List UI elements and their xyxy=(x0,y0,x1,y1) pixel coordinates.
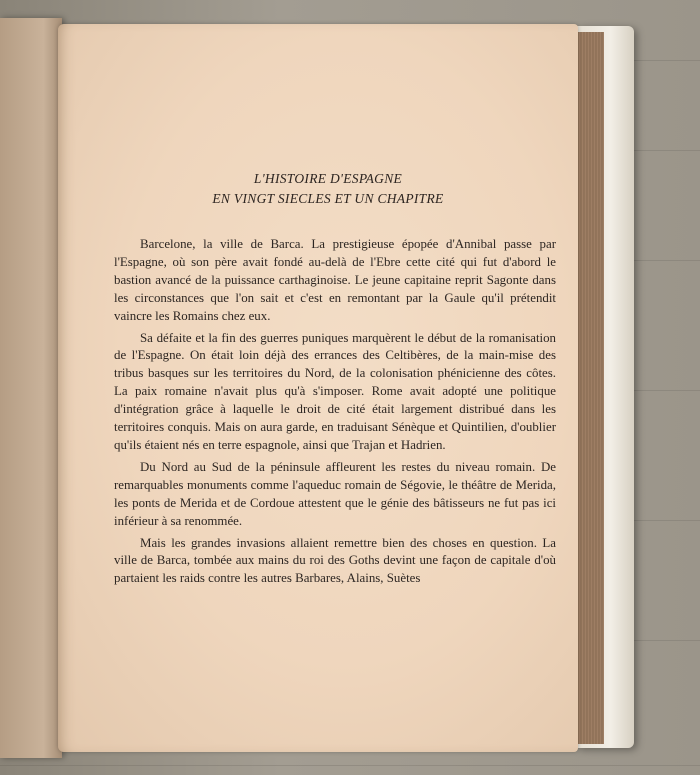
paragraph-4: Mais les grandes invasions allaient remettre bien des choses en question. La ville de Barca, tombée aux mains du roi des Goths devint une façon de capitale d'où partaient les raids contre les autres Barbares, Alains, Suètes xyxy=(114,535,556,586)
chapter-title-line-2: EN VINGT SIECLES ET UN CHAPITRE xyxy=(212,191,444,206)
paragraph-2: Sa défaite et la fin des guerres puniques marquèrent le début de la romanisation de l'Espagne. On était loin déjà des errances des Celtibères, de la main-mise des tribus basques sur les territoires du Nord, de la colonisation phénicienne des côtes. La paix romaine n'avait plus qu'à s'imposer. Rome avait adopté une politique d'intégration grâce à laquelle le droit de cité était largement distribué dans les territoires conquis. Mais on aura garde, en traduisant Sénèque et Quintilien, d'oublier qu'ils étaient nés en terre espagnole, ainsi que Trajan et Hadrien. xyxy=(114,330,556,452)
book-page xyxy=(58,24,578,752)
chapter-title-line-1: L'HISTOIRE D'ESPAGNE xyxy=(253,171,403,186)
chapter-title xyxy=(118,169,538,209)
left-page xyxy=(0,18,62,758)
paragraph-1: Barcelone, la ville de Barca. La prestigieuse épopée d'Annibal passe par l'Espagne, où son père avait fondé au-delà de l'Ebre cette cité qui fut d'abord le bastion avancé de la puissance carthaginoise. Le jeune capitaine reprit Sagonte dans les circonstances que l'on sait et c'est en remontant par la Gaule qu'il prétendit vaincre les Romains chez eux. xyxy=(114,237,556,323)
paragraph-3: Du Nord au Sud de la péninsule affleurent les restes du niveau romain. De remarquables monuments comme l'aqueduc romain de Ségovie, le théâtre de Merida, les ponts de Merida et de Cordoue attestent que le génie des bâtisseurs ne fut pas ici inférieur à sa renommée. xyxy=(114,459,556,528)
body-text xyxy=(114,236,556,592)
